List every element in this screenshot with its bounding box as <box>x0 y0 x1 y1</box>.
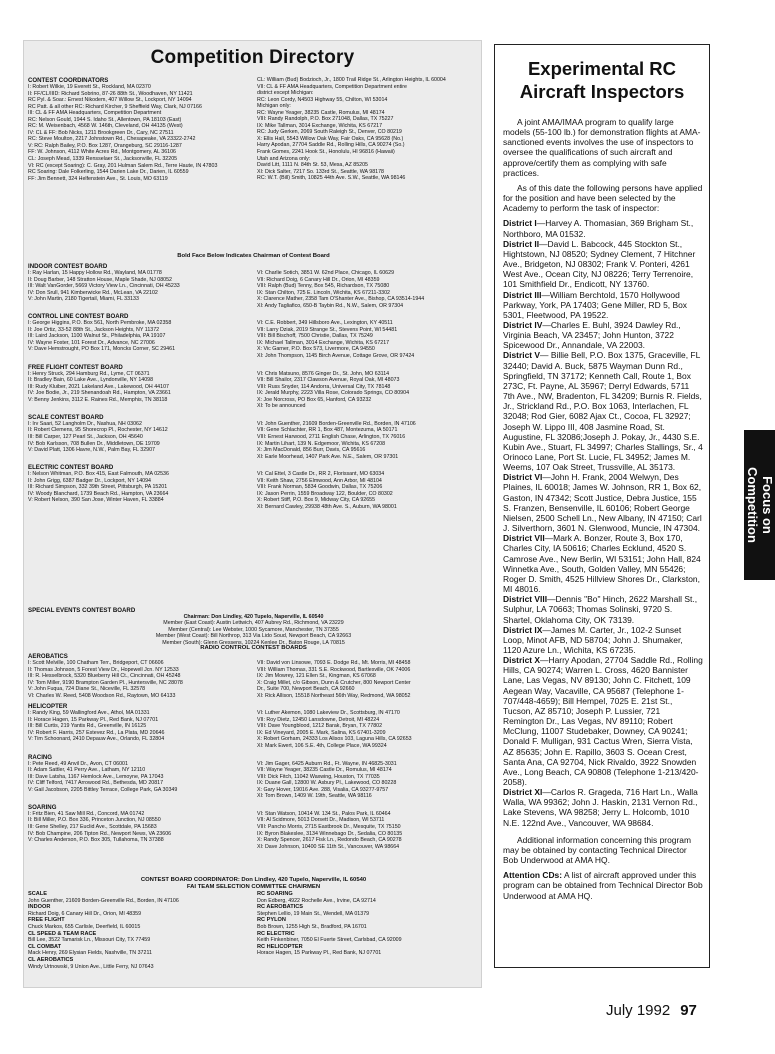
coordinator-section <box>28 77 250 182</box>
board-member: IV: Woody Blanchard, 1739 Beach Rd., Hampton, VA 23664 <box>28 490 169 497</box>
board-member: I: Fritz Bien, 41 Saw Mill Rd., Concord, MA 01742 <box>28 810 145 817</box>
district-entry <box>503 290 703 320</box>
fai-category: RC PYLON <box>257 917 286 924</box>
board-col-1 <box>28 660 250 699</box>
directory-entry: I: Robert Wilkie, 19 Everett St., Rockland, MA 02370 <box>28 84 151 90</box>
rc-boards-heading: RADIO CONTROL CONTEST BOARDS <box>200 645 307 651</box>
board-heading: CONTROL LINE CONTEST BOARD <box>28 313 129 321</box>
fai-category: SCALE <box>28 891 47 897</box>
contest-board <box>28 464 479 510</box>
fai-committee <box>28 877 479 1001</box>
board-member: XI: Rick Allison, 15518 Northeast 56th Way, Redmond, WA 98052 <box>257 692 411 699</box>
special-member: Member (South): Glenn Gressens, 10224 Kenlee Dr., Baton Rouge, LA 70815 <box>162 639 345 646</box>
district-inspectors: —David L. Babcock, 445 Stockton St., Hightstown, NJ 08520; Sydney Clement, 7 Hitchner Ave., Bridgeton, NJ 08302; Frank V. Ponteri, 4261 West Ave., Ocean City, NJ 08226; Terry Terrenoire, 101 Smithfield Dr., Endicott, NY 13760. <box>503 238 696 290</box>
fai-category: CL SPEED & TEAM RACE <box>28 930 97 937</box>
board-member: XI: Bernard Cawley, 29938 48th Ave. S., Auburn, WA 98001 <box>257 503 397 510</box>
fai-category: RC AEROBATICS <box>257 904 303 911</box>
fai-category: CL COMBAT <box>28 943 62 950</box>
board-member: V: Gail Jacobson, 2205 Bittley Terrace, College Park, GA 30349 <box>28 786 178 793</box>
board-col-2 <box>257 710 479 749</box>
district-entry <box>503 472 703 533</box>
fai-category: RC ELECTRIC <box>257 930 295 937</box>
board-member: Dr., Suite 700, Newport Beach, CA 92660 <box>257 686 355 693</box>
board-member: X: Randy Spencer, 2617 Fisk Ln., Redondo Beach, CA 90278 <box>257 837 402 844</box>
coordinators-col-1 <box>28 77 250 187</box>
districts-list <box>503 218 703 827</box>
board-member: IX: Jim Mowrey, 121 Ellen St., Kingman, KS 67068 <box>257 673 376 680</box>
fai-category: FREE FLIGHT <box>28 917 65 924</box>
contest-board <box>28 653 479 699</box>
fai-heading: FAI TEAM SELECTION COMMITTEE CHAIRMEN <box>186 884 321 890</box>
district-entry <box>503 533 703 594</box>
board-heading: FREE FLIGHT CONTEST BOARD <box>28 363 123 371</box>
competition-directory-title: Competition Directory <box>150 47 355 68</box>
board-member: II: Doug Barber, 148 Stratton House, Maple Shade, NJ 08052 <box>28 276 172 283</box>
fai-category: INDOOR <box>28 904 51 911</box>
directory-entry: VI: RC (except Soaring): C. Gray, 201 Hulman Salem Rd., Terre Haute, IN 47803 <box>28 162 218 169</box>
board-member: IX: Michael Tallman, 3014 Exchange, Wichita, KS 67217 <box>257 339 390 346</box>
board-member: V: John Martin, 2180 Tigertail, Miami, FL 33133 <box>28 296 139 303</box>
coordinators-col-2 <box>257 77 479 187</box>
board-heading: SCALE CONTEST BOARD <box>28 413 104 421</box>
board-member: VIII: Ernest Harwood, 2711 English Chase, Arlington, TX 76016 <box>257 433 406 440</box>
board-member: V: John Fuqua, 724 Diane St., Niceville, FL 32578 <box>28 686 146 693</box>
board-col-1 <box>28 421 250 454</box>
fai-chairman: John Guenther, 21609 Borden-Greenville Rd., Borden, IN 47106 <box>28 897 179 904</box>
contest-board <box>28 703 479 749</box>
board-member: IV: Cliff Telford, 7417 Arrowood Rd., Bethesda, MD 20817 <box>28 780 164 787</box>
contest-board <box>28 313 479 359</box>
board-member: IV: Don Srull, 941 Kimberwicke Rd., McLean, VA 22102 <box>28 289 158 296</box>
board-member: X: Craig Millet, c/o Gibson, Dunn & Crutcher, 800 Newport Center <box>257 679 411 686</box>
district-inspectors: — Billie Bell, P.O. Box 1375, Graceville, FL 32440; David A. Buck, 5875 Wayman Dunn Rd., Springfield, TN 37172; Kenneth Call, Route 1, Box 273C, Ft. Payne, AL 35967; Derryl Edwards, 5711 7th Ave., NW, Bradenton, FL 34209; Burnis R. Fields, Jr., Strickland Rd., P.O. Box 1063, Interlachen, FL 32048; Rod Gier, 6082 Ajax Ct., Cocoa, FL 32927; Joseph W. Lippo III, 408 Jasmine Road, St. Augustine, FL 32086;Joseph J. Pokay, Jr., 4430 S.E. Kubin Ave., Stuart, FL 34997; Charles Stallings, Sr., 4 Orinoco Lane, Port St. Lucie, FL 34952; James M. Weems, 107 Oak Street, Trussville, AL 35173. <box>503 350 703 473</box>
fai-col-1 <box>28 891 248 970</box>
fai-chairman: Windy Urtnowski, 9 Union Ave., Little Ferry, NJ 07643 <box>28 963 154 970</box>
district-entry <box>503 218 703 238</box>
board-member: VII: Larry Dziak, 2019 Strange St., Stevens Point, WI 54481 <box>257 326 398 333</box>
inspectors-title-line2: Aircraft Inspectors <box>519 81 685 102</box>
directory-entry: RC Soaring: Dale Folkerling, 1544 Darien Lake Dr., Darien, IL 60559 <box>28 169 189 176</box>
board-member: XI: Tom Brown, 1409 W. 19th, Seattle, WA 98116 <box>257 793 372 800</box>
board-member: VIII: Pancho Morris, 2715 Eastbrook Dr., Mesquite, TX 75150 <box>257 823 401 830</box>
board-member: IV: Joe Bodie, Jr., 219 Shenandoah Rd., Hampton, VA 23661 <box>28 390 171 397</box>
board-heading: ELECTRIC CONTEST BOARD <box>28 464 114 472</box>
directory-entry: Harry Apodan, 27704 Saddle Rd., Rolling Hills, CA 90274 (So.) <box>257 142 405 149</box>
page-number: 97 <box>680 1002 697 1019</box>
board-member: I: Pete Reed, 49 Anvil Dr., Avon, CT 06001 <box>28 760 128 767</box>
board-member: IX: Ed Vineyard, 2005 E. Mark, Salina, KS 67401-3209 <box>257 729 386 736</box>
district-label: District III <box>503 289 542 300</box>
special-member: Chairman: Don Lindley, 420 Tupelo, Naperville, IL 60540 <box>183 614 324 620</box>
fai-chairman: Bill Lee, 3522 Tamarisk Ln., Missouri City, TX 77459 <box>28 937 151 944</box>
board-member: I: Henry Struck, 294 Hamburg Rd., Lyme, CT 06371 <box>28 370 150 377</box>
competition-directory <box>23 40 482 988</box>
directory-entry: RC Pyl. & Soar.: Ernest Nikodem, 407 Willow St., Lockport, NY 14094 <box>28 97 192 104</box>
board-member: VII: Keith Shaw, 2756 Elmwood, Ann Arbor, MI 48104 <box>257 477 382 484</box>
board-member: VIII: Dick Fitch, 11042 Waxwing, Houston, TX 77035 <box>257 773 380 780</box>
board-col-1 <box>28 471 250 504</box>
directory-entry: RC: W.T. (Bill) Smith, 10825 44th Ave. S.W., Seattle, WA 98146 <box>257 175 406 182</box>
section-heading: CONTEST COORDINATORS <box>28 77 109 84</box>
directory-entry: Utah and Arizona only: <box>257 155 311 162</box>
attention-label: Attention CDs: <box>503 870 563 881</box>
directory-entry: X: Ellis Hall, 5543 Willow Oak Way, Fair Oaks, CA 95628 (No.) <box>257 135 404 142</box>
board-heading: SOARING <box>28 803 57 811</box>
contest-board <box>28 804 479 850</box>
board-member: XI: Dave Johnson, 10400 SE 11th St., Vancouver, WA 98664 <box>257 843 400 850</box>
board-member: II: John Grigg, 6387 Badger Dr., Lockport, NY 14094 <box>28 477 151 484</box>
board-member: VI: Jim Gager, 6425 Auburn Rd., Ft. Wayne, IN 46825-3031 <box>257 760 397 767</box>
special-member: Member (Central): Lee Webster, 1000 Sycamore, Manchester, TN 37355 <box>168 626 339 633</box>
district-inspectors: —Dennis "Bo" Hinch, 2622 Marshall St., Sulphur, LA 70663; Thomas Solinski, 9720 S. Shartel, Oklahoma City, OK 73139. <box>503 594 698 625</box>
board-member: II: Thomas Johnson, 5 Forest View Dr., Hopewell Jcn. NY 12533 <box>28 666 179 673</box>
board-col-2 <box>257 660 479 699</box>
board-member: V: David Platt, 1306 Havre, N.W., Palm Bay, FL 32907 <box>28 447 155 454</box>
directory-entry: CL: Joseph Mead, 1339 Rensselaer St., Jacksonville, FL 32205 <box>28 156 178 163</box>
board-member: III: Richard Simpson, 332 39th Street, Pittsburgh, PA 15201 <box>28 484 168 491</box>
board-member: VI: Stan Watson, 10414 W. 134 St., Palos Park, IL 60464 <box>257 810 391 817</box>
fai-category: CL AEROBATICS <box>28 956 74 963</box>
board-member: IX: Stan Chilton, 725 E. Lincoln, Wichita, KS 67211-3302 <box>257 289 390 296</box>
board-member: X: Clarence Mather, 2358 Tam O'Shanter Ave., Bishop, CA 93514-1944 <box>257 296 425 303</box>
board-member: IV: Bob Champine, 206 Tipton Rd., Newport News, VA 23606 <box>28 830 172 837</box>
directory-entry: RC: Judy Gerken, 2069 South Raleigh St., Denver, CO 80219 <box>257 129 402 136</box>
district-label: District XI <box>503 787 543 798</box>
district-inspectors: —Harvey A. Thomasian, 369 Brigham St., Northboro, MA 01532. <box>503 218 694 239</box>
board-member: VIII: William Thomas, 331 S.E. Rockwood, Bartlesville, OK 74006 <box>257 666 411 673</box>
board-member: IV: Tom Miller, 9190 Brampton Garden Pl., Huntersville, NC 28078 <box>28 679 183 686</box>
board-member: III: Dave Latsha, 1167 Hemlock Ave., Lemoyne, PA 17043 <box>28 773 164 780</box>
special-member: Member (West Coast): Bill Northrop, 313 Via Lido Soud, Newport Beach, CA 92663 <box>155 633 352 640</box>
district-entry <box>503 239 703 290</box>
fai-chairman: Horace Hagen, 15 Parkway Pl., Red Bank, NJ 07701 <box>257 950 382 957</box>
board-member: VIII: Frank Norman, 5834 Goodwin, Dallas, TX 75206 <box>257 484 383 491</box>
directory-entry: II: FF/CL/IIID: Richard Sobrino, 87-26 88th St., Woodhaven, NY 11421 <box>28 90 193 97</box>
board-col-1 <box>28 710 250 743</box>
board-member: VIII: Dave Youngblood, 1212 Barak, Bryan, TX 77802 <box>257 723 383 730</box>
intro-paragraph-2: As of this date the following persons have applied for the position and have been selected by the Academy to perform the task of inspector: <box>503 182 703 214</box>
contest-boards <box>28 263 479 514</box>
board-member: VI: C.E. Robbert, 349 Hillsboro Ave., Lexington, KY 40511 <box>257 320 393 327</box>
board-member: IX: Duane Gall, 12800 W. Asbury Pl., Lakewood, CO 80228 <box>257 780 397 787</box>
board-member: III: R. Hesselbrock, 5320 Blueberry Hill Ct., Cincinnati, OH 45248 <box>28 673 181 680</box>
district-inspectors: —William Berchtold, 1570 Hollywood Parkway, York, PA 17403; Gene Miller, RD 5, Box 5301, Fleetwood, PA 19522. <box>503 289 687 320</box>
board-member: V: Robert Nelson, 390 San Jose, Winter Haven, FL 33884 <box>28 497 164 504</box>
board-member: IX: Jason Perrin, 1559 Broadway 122, Boulder, CO 80302 <box>257 490 393 497</box>
board-member: VI: Charles W. Reed, 5408 Woodson Rd., Raytown, MO 64133 <box>28 692 176 699</box>
directory-entry: RC: Wayne Yeager, 38235 Castle, Romulus, MI 48174 <box>257 109 385 116</box>
district-label: District IX <box>503 624 543 635</box>
board-member: VIII: Ralph (Bud) Tenny, Box 545, Richardson, TX 75080 <box>257 283 390 290</box>
board-member: III: Gene Shelley, 217 Euclid Ave., Scottdale, PA 15683 <box>28 823 157 830</box>
side-tab-line1: Focus on <box>759 476 775 534</box>
board-member: VI: Charlie Sotich, 3851 W. 62nd Place, Chicago, IL 60629 <box>257 270 395 276</box>
board-member: VII: Bill Shailor, 2317 Clawson Avenue, Royal Oak, MI 48073 <box>257 377 400 384</box>
board-member: I: Irv Saari, 52 Langholm Dr., Nashua, NH 03062 <box>28 420 142 427</box>
board-member: VII: Roy Dietz, 12450 Lansdowne, Detroit, MI 48224 <box>257 716 380 723</box>
district-label: District VII <box>503 533 545 544</box>
board-member: I: Randy King, 59 Wallingford Ave., Athol, MA 01331 <box>28 710 150 717</box>
board-member: IX: Martin Lihart, 139 N. Edgemoor, Wichita, KS 67208 <box>257 440 386 447</box>
board-member: VII: Al Scidmore, 5013 Dorsett Dr., Madison, WI 53711 <box>257 817 385 824</box>
board-member: X: Robert Stiff, P.O. Box 9, Midway City, CA 92655 <box>257 497 376 504</box>
focus-on-competition-tab <box>744 430 775 580</box>
board-member: I: Scott Melville, 100 Chatham Terr., Bridgeport, CT 06606 <box>28 660 164 666</box>
board-member: II: Bill Miller, P.O. Box 336, Princeton Junction, NJ 08550 <box>28 817 161 824</box>
district-label: District VIII <box>503 594 548 605</box>
directory-entry: FF: Jim Bennett, 324 Helfenstein Ave., St. Louis, MO 63119 <box>28 175 168 182</box>
board-heading: HELICOPTER <box>28 703 68 711</box>
board-member: XI: To be announced <box>257 403 306 410</box>
directory-entry: RC Patt. & all other RC: Richard Kircher, 9 Sheffield Way, Clark, NJ 07166 <box>28 103 202 110</box>
inspectors-title <box>495 57 709 103</box>
directory-entry: XI: Dick Salter, 7217 So. 133rd St., Seattle, WA 98178 <box>257 168 385 175</box>
additional-info: Additional information concerning this program may be obtained by contacting Technical Director Bob Underwood at AMA HQ. <box>503 834 691 866</box>
chairman-note: Bold Face Below Indicates Chairman of Contest Board <box>177 253 330 259</box>
contest-board <box>28 414 479 460</box>
board-col-2 <box>257 811 479 850</box>
special-events-board <box>28 607 479 646</box>
directory-entry: RC: Nelson Gould, 1944 S. Idaho St., Allentown, PA 18103 (East) <box>28 116 182 123</box>
board-member: I: George Higgins, P.O. Box 561, North Pembroke, MA 02358 <box>28 320 172 327</box>
board-member: XI: John Thompson, 1145 Birch Avenue, Cottage Grove, OR 97424 <box>257 353 415 360</box>
board-heading: RACING <box>28 753 53 761</box>
contest-board <box>28 263 479 309</box>
page-footer <box>606 1002 697 1019</box>
board-member: VII: Richard Doig, 6 Canary Hill Dr., Orion, MI 48359 <box>257 276 380 283</box>
rc-contest-boards <box>28 653 479 854</box>
attention-text: A list of aircraft approved under this program can be obtained from Technical Director Bob Underwood at AMA HQ. <box>503 870 703 901</box>
inspectors-body <box>503 117 703 901</box>
district-inspectors: —Charles E. Buhl, 3924 Dawley Rd., Virginia Beach, VA 23457; John Hunton, 3722 Spicewood Dr., Annandale, VA 22003. <box>503 319 681 351</box>
directory-entry: RC: M. Weisenbach, 4568 W. 146th, Cleveland, OH 44135 (West) <box>28 123 183 130</box>
board-member: V: Tim Schoonard, 2410 Depauw Ave., Orlando, FL 32804 <box>28 736 165 743</box>
coordinator-section <box>257 77 479 182</box>
board-col-2 <box>257 471 479 510</box>
district-entry <box>503 320 703 350</box>
fai-chairman: Mack Henry, 269 Elysian Fields, Nashville, TN 37211 <box>28 950 152 957</box>
special-member: Member (East Coast): Austin Lettwich, 407 Aubrey Rd., Richmond, VA 23229 <box>163 620 344 627</box>
board-member: III: Walt VanGorder, 5669 Victory View Ln., Cincinnati, OH 45233 <box>28 283 180 290</box>
inspectors-title-line1: Experimental RC <box>527 58 677 79</box>
fai-chairman: Keith Finkenbiner, 7050 El Fuerte Street, Carlsbad, CA 92009 <box>257 937 402 944</box>
attention-cds <box>503 870 703 900</box>
fai-chairman: Richard Doig, 6 Canary Hill Dr., Orion, MI 48359 <box>28 910 142 917</box>
board-member: II: Robert Clemens, 95 Shorecrop Pl., Rochester, NY 14612 <box>28 427 168 434</box>
district-entry <box>503 625 703 655</box>
board-heading: INDOOR CONTEST BOARD <box>28 263 108 270</box>
fai-category: RC HELICOPTER <box>257 943 303 950</box>
board-col-1 <box>28 320 250 353</box>
board-member: X: Jim MacDonald, 856 Burr, Davis, CA 95616 <box>257 447 366 454</box>
district-inspectors: —Harry Apodan, 27704 Saddle Rd., Rolling Hills, CA 90274; Warren L. Cross, 4620 Bannister Lane, Las Vegas, NV 89130; John C. Fitchett, 109 Aegean Way, Vacaville, CA 95687 (Telephone 1-707/448-4659); Bill Hempel, 7025 E. 21st St., Tucson, AZ 85710; Joseph P. Lussier, 721 Remington Dr., Las Vegas, NV 89110; Robert McClung, 11007 Studebaker, Downey, CA 90241; Donald F. Mulligan, 931 Cactus Wren, Sierra Vista, AZ 85635; John E. Rapillo, 3603 S. Ocean Crest, Santa Ana, CA 92704, Nick Rivaldo, 3922 Snowden Ave., Long Beach, CA 90808 (Telephone 1-213/420-2058). <box>503 655 703 787</box>
board-member: XI: Earle Moorhead, 1407 Park Ave. N.E., Salem, OR 97301 <box>257 453 399 460</box>
fai-chairman: Don Edberg, 4922 Rochelle Ave., Irvine, CA 92714 <box>257 897 376 904</box>
board-member: III: Rudy Kluiber, 2021 Lakeland Ave., Lakewood, OH 44107 <box>28 383 169 390</box>
board-col-2 <box>257 270 479 309</box>
board-col-2 <box>257 320 479 359</box>
directory-entry: RC: Leon Cordy, N4503 Highway 55, Chilton, WI 53014 <box>257 96 388 103</box>
board-member: III: Bill Curtis, 219 Yantis Rd., Greenville, IN 16125 <box>28 723 147 730</box>
directory-entry: Frank Gomes, 2241 Hook St., Honolulu, HI 96816 (Hawaii) <box>257 149 395 156</box>
directory-entry: CL: William (Bud) Bodzioch, Jr., 1800 Trail Ridge St., Arlington Heights, IL 60004 <box>257 77 446 83</box>
board-member: IV: Robert F. Harris, 257 Estevez Rd., La Plata, MD 20646 <box>28 729 165 736</box>
fai-chairman: Chuck Markos, 655 Carlisle, Deerfield, IL 60015 <box>28 923 141 930</box>
board-member: III: Bill Carper, 127 Pearl St., Jackson, OH 45640 <box>28 433 143 440</box>
board-member: VI: Cal Ettel, 3 Castle Dr., RR 2, Florissant, MO 63034 <box>257 471 385 478</box>
district-label: District IV <box>503 319 543 330</box>
board-member: I: Ray Harlan, 15 Happy Hollow Rd., Wayland, MA 01778 <box>28 270 162 276</box>
board-member: VII: Gene Schlachter, RR 1, Box 487, Montezuma, IA 50171 <box>257 427 398 434</box>
board-member: VII: Wayne Yeager, 38235 Castle Dr., Romulus, MI 48174 <box>257 767 392 774</box>
district-inspectors: —Mark A. Bonzer, Route 3, Box 170, Charles City, IA 50616; Charles Ecklund, 4520 S. Camrose Ave., New Berlin, WI 53151; John Hall, 824 Winnetka Ave., South, Golden Valley, MN 55426; Roger D. Smith, 4525 Hillview Shores Dr., Clarkston, MI 48016. <box>503 533 701 595</box>
board-member: V: Dave Hemstrought, PO Box 171, Moncks Corner, SC 29461 <box>28 346 176 353</box>
directory-entry: III: CL & FF AMA Headquarters, Competition Department <box>28 110 162 117</box>
directory-entry: VIII: Randy Randolph, P.O. Box 271048, Dallas, TX 75227 <box>257 116 394 123</box>
board-col-2 <box>257 761 479 800</box>
board-member: X: Joe Norcross, PO Box 65, Hanford, CA 93232 <box>257 396 372 403</box>
board-member: X: Gary Hover, 19016 Ave. 288, Visalia, CA 93277-9757 <box>257 786 389 793</box>
fai-col-2 <box>257 891 477 957</box>
board-col-1 <box>28 811 250 844</box>
district-entry <box>503 787 703 828</box>
board-member: IX: Byron Blakeslee, 3134 Winnebago Dr., Sedalia, CO 80135 <box>257 830 403 837</box>
board-member: VI: Luther Akemon, 1080 Lakeview Dr., Scottsburg, IN 47170 <box>257 710 400 717</box>
side-tab-line2: Competition <box>744 467 760 543</box>
directory-entry: V: RC: Ralph Bailey, P.O. Box 1287, Orangeburg, SC 29116-1287 <box>28 142 182 149</box>
directory-entry: IV: CL & FF: Bob Nicks, 1211 Brookgreen Dr., Cary, NC 27511 <box>28 129 174 136</box>
special-heading: SPECIAL EVENTS CONTEST BOARD <box>28 607 136 614</box>
district-entry <box>503 350 703 472</box>
contest-board <box>28 754 479 800</box>
district-label: District V <box>503 350 541 361</box>
issue-date: July 1992 <box>606 1002 671 1019</box>
fai-category: RC SOARING <box>257 891 293 897</box>
district-label: District X <box>503 655 541 666</box>
fai-chairman: Stephen Lellio, 19 Main St., Wendell, MA 01379 <box>257 910 370 917</box>
district-inspectors: —John H. Frank, 2004 Welwyn, Des Plaines, IL 60018; James W. Johnson, RR 1, Box 62, Gaston, IN 47342; Scott Justice, Debra Justice, 155 S. Franzen, Bensenville, IL 60106; Robert George Nielsen, 2500 Schell Ln., New Albany, IN 47150; Carl J. Silverthorn, 3601 N. Glenwood, Muncie, IN 47304. <box>503 472 702 534</box>
directory-entry: RC: Steve Moulton, 2217 Johnstown Rd., Chesapeake, VA 23322-2742 <box>28 136 196 143</box>
directory-entry: IX: Mike Tallman, 3014 Exchange, Wichita, KS 67217 <box>257 122 383 129</box>
inspectors-box <box>494 44 710 968</box>
board-member: IX: Jerald Murphy, 2223 Villa Rose, Colorado Springs, CO 80904 <box>257 390 410 397</box>
district-label: District VI <box>503 472 543 483</box>
board-member: VI: Chris Matsuno, 8576 Ginger Dr., St. John, MO 63114 <box>257 370 390 377</box>
board-member: XI: Mark Ewert, 106 S.E. 4th, College Place, WA 99324 <box>257 743 387 750</box>
board-member: X: Vic Garner, P.O. Box 573, Livermore, CA 94550 <box>257 346 375 353</box>
contest-board <box>28 364 479 410</box>
directory-entry: FF: W. Johnson, 4112 White Acres Rd., Montgomery, AL 36106 <box>28 149 176 156</box>
directory-entry: VII: CL & FF AMA Headquarters, Competition Department entire <box>257 83 407 90</box>
board-member: X: Robert Gorham, 24333 Los Alisos 103, Laguna Hills, CA 92653 <box>257 736 412 743</box>
board-member: VIII: Russ Snyder, 114 Andorra, Universal City, TX 78148 <box>257 383 391 390</box>
board-member: IV: Wayne Foster, 101 Forest Dr., Advance, NC 27006 <box>28 339 155 346</box>
district-inspectors: —Carlos R. Grageda, 716 Hart Ln., Walla Walla, WA 99362; John J. Haskin, 2131 Vernon Rd., Lake Stevens, WA 98258; Jerry L. Holcomb, 1010 N.E. 122nd Ave., Vancouver, WA 98684. <box>503 787 698 828</box>
board-member: V: Charles Anderson, P.O. Box 305, Tullahoma, TN 37388 <box>28 837 164 844</box>
district-entry <box>503 655 703 787</box>
board-member: VII: David von Linsowe, 7093 E. Dodge Rd., Mt. Morris, MI 48458 <box>257 660 411 666</box>
side-tab-label <box>745 467 775 543</box>
board-member: VI: John Guenther, 21609 Borden-Greenville Rd., Borden, IN 47106 <box>257 420 416 427</box>
district-label: District I <box>503 218 537 229</box>
board-member: II: Horace Hagen, 15 Parkway Pl., Red Bank, NJ 07701 <box>28 716 159 723</box>
district-entry <box>503 594 703 624</box>
board-member: IV: Bob Karlsson, 708 Bullen Dr., Middletown, DE 19709 <box>28 440 160 447</box>
contest-coordinators <box>28 77 479 247</box>
directory-entry: district except Michigan: <box>257 90 314 97</box>
fai-chairman: Bob Brown, 1255 High St., Bradford, PA 16701 <box>257 923 367 930</box>
board-col-2 <box>257 421 479 460</box>
board-col-2 <box>257 371 479 410</box>
board-member: II: Bradley Bain, 60 Lake Ave., Lyndonville, NY 14098 <box>28 377 154 384</box>
directory-entry: Michigan only: <box>257 103 291 110</box>
district-inspectors: —James M. Carter, Jr., 102-2 Sunset Loop, Minot AFB, ND 58704; John J. Shumaker, 1120 Azure Ln., Wichita, KS 67235. <box>503 624 683 655</box>
district-label: District II <box>503 238 540 249</box>
board-col-1 <box>28 371 250 404</box>
board-col-1 <box>28 270 250 303</box>
coordinator-line: CONTEST BOARD COORDINATOR: Don Lindley, 420 Tupelo, Naperville, IL 60540 <box>140 877 367 883</box>
board-member: VIII: Bill Bischoff, 7500 Christie, Dallas, TX 75249 <box>257 333 373 340</box>
board-member: III: Laird Jackson, 1100 Walnut St., Philadelphia, PA 19107 <box>28 333 166 340</box>
board-member: V: Benny Jenkins, 3112 E. Raines Rd., Memphis, TN 38118 <box>28 396 168 403</box>
board-heading: AEROBATICS <box>28 653 68 660</box>
board-member: II: Adam Sattler, 41 Perry Ave., Latham, NY 12110 <box>28 767 146 774</box>
board-col-1 <box>28 761 250 794</box>
board-member: XI: Andy Tagliafico, 650-B Taybin Rd., N.W., Salem, OR 97304 <box>257 302 404 309</box>
board-member: I: Nelson Whitman, P.O. Box 415, East Falmouth, MA 02536 <box>28 471 169 478</box>
board-member: II: Joe Ortiz, 33-52 88th St., Jackson Heights, NY 11372 <box>28 326 160 333</box>
directory-entry: David Litt, 1111 N. 84th St. 53, Mesa, AZ 85205 <box>257 162 369 169</box>
intro-paragraph-1: A joint AMA/IMAA program to qualify large models (55-100 lb.) for demonstration flights at AMA-sanctioned events involves the use of inspectors to oversee the qualifications of such aircraft and approve/certify them as complying with safe practices. <box>503 117 701 178</box>
